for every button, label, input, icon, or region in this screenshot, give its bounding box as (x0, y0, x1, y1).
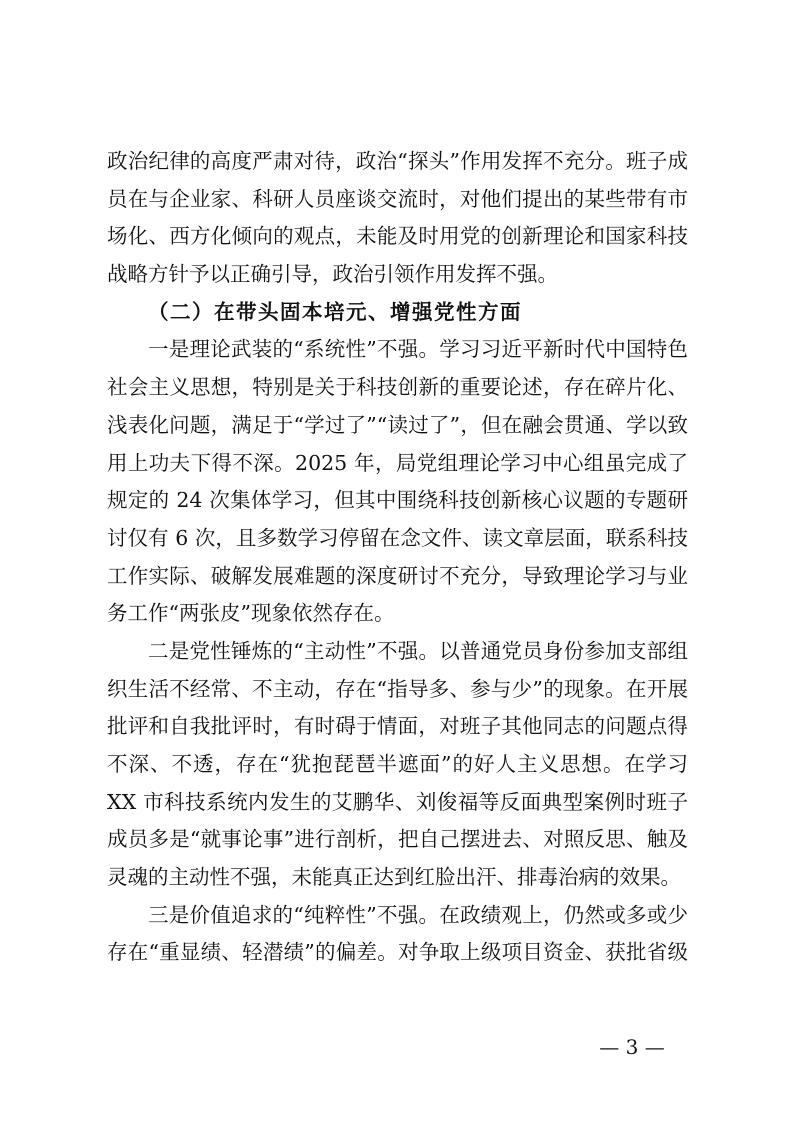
text-line: 规定的 24 次集体学习，但其中围绕科技创新核心议题的专题研 (107, 488, 688, 513)
text-line: 场化、西方化倾向的观点，未能及时用党的创新理论和国家科技 (107, 224, 688, 249)
text-line: 灵魂的主动性不强，未能真正达到红脸出汗、排毒治病的效果。 (107, 865, 681, 890)
text-line: 一是理论武装的“系统性”不强。学习习近平新时代中国特色 (148, 337, 688, 362)
text-line: 政治纪律的高度严肃对待，政治“探头”作用发挥不充分。班子成 (107, 149, 688, 173)
paragraph-3 (107, 897, 688, 972)
text-line: 员在与企业家、科研人员座谈交流时，对他们提出的某些带有市 (107, 186, 688, 211)
text-line: 存在“重显绩、轻潜绩”的偏差。对争取上级项目资金、获批省级 (107, 940, 688, 965)
text-line: 战略方针予以正确引导，政治引领作用发挥不强。 (107, 262, 558, 287)
text-line: XX 市科技系统内发生的艾鹏华、刘俊福等反面典型案例时班子 (107, 789, 688, 814)
page-number: — 3 — (599, 1035, 665, 1059)
text-line: 成员多是“就事论事”进行剖析，把自己摆进去、对照反思、触及 (107, 827, 688, 852)
text-line: 工作实际、破解发展难题的深度研讨不充分，导致理论学习与业 (107, 563, 688, 588)
text-line: 浅表化问题，满足于“学过了”“读过了”，但在融会贯通、学以致 (107, 412, 688, 437)
text-line: 讨仅有 6 次，且多数学习停留在念文件、读文章层面，联系科技 (107, 525, 688, 550)
text-line: 批评和自我批评时，有时碍于情面，对班子其他同志的问题点得 (107, 714, 688, 739)
text-line: 二是党性锤炼的“主动性”不强。以普通党员身份参加支部组 (148, 638, 688, 663)
text-line: 社会主义思想，特别是关于科技创新的重要论述，存在碎片化、 (107, 375, 688, 400)
continued-paragraph (107, 143, 688, 294)
paragraph-1 (107, 331, 688, 633)
text-line: 织生活不经常、不主动，存在“指导多、参与少”的现象。在开展 (107, 676, 688, 701)
text-line: 务工作“两张皮”现象依然存在。 (107, 601, 395, 626)
section-heading: （二）在带头固本培元、增强党性方面 (148, 299, 522, 324)
text-line: 不深、不透，存在“犹抱琵琶半遮面”的好人主义思想。在学习 (107, 752, 688, 776)
text-line: 用上功夫下得不深。2025 年，局党组理论学习中心组虽完成了 (107, 450, 688, 475)
paragraph-2 (107, 633, 688, 897)
text-line: 三是价值追求的“纯粹性”不强。在政绩观上，仍然或多或少 (148, 902, 688, 927)
body-text (107, 143, 688, 972)
